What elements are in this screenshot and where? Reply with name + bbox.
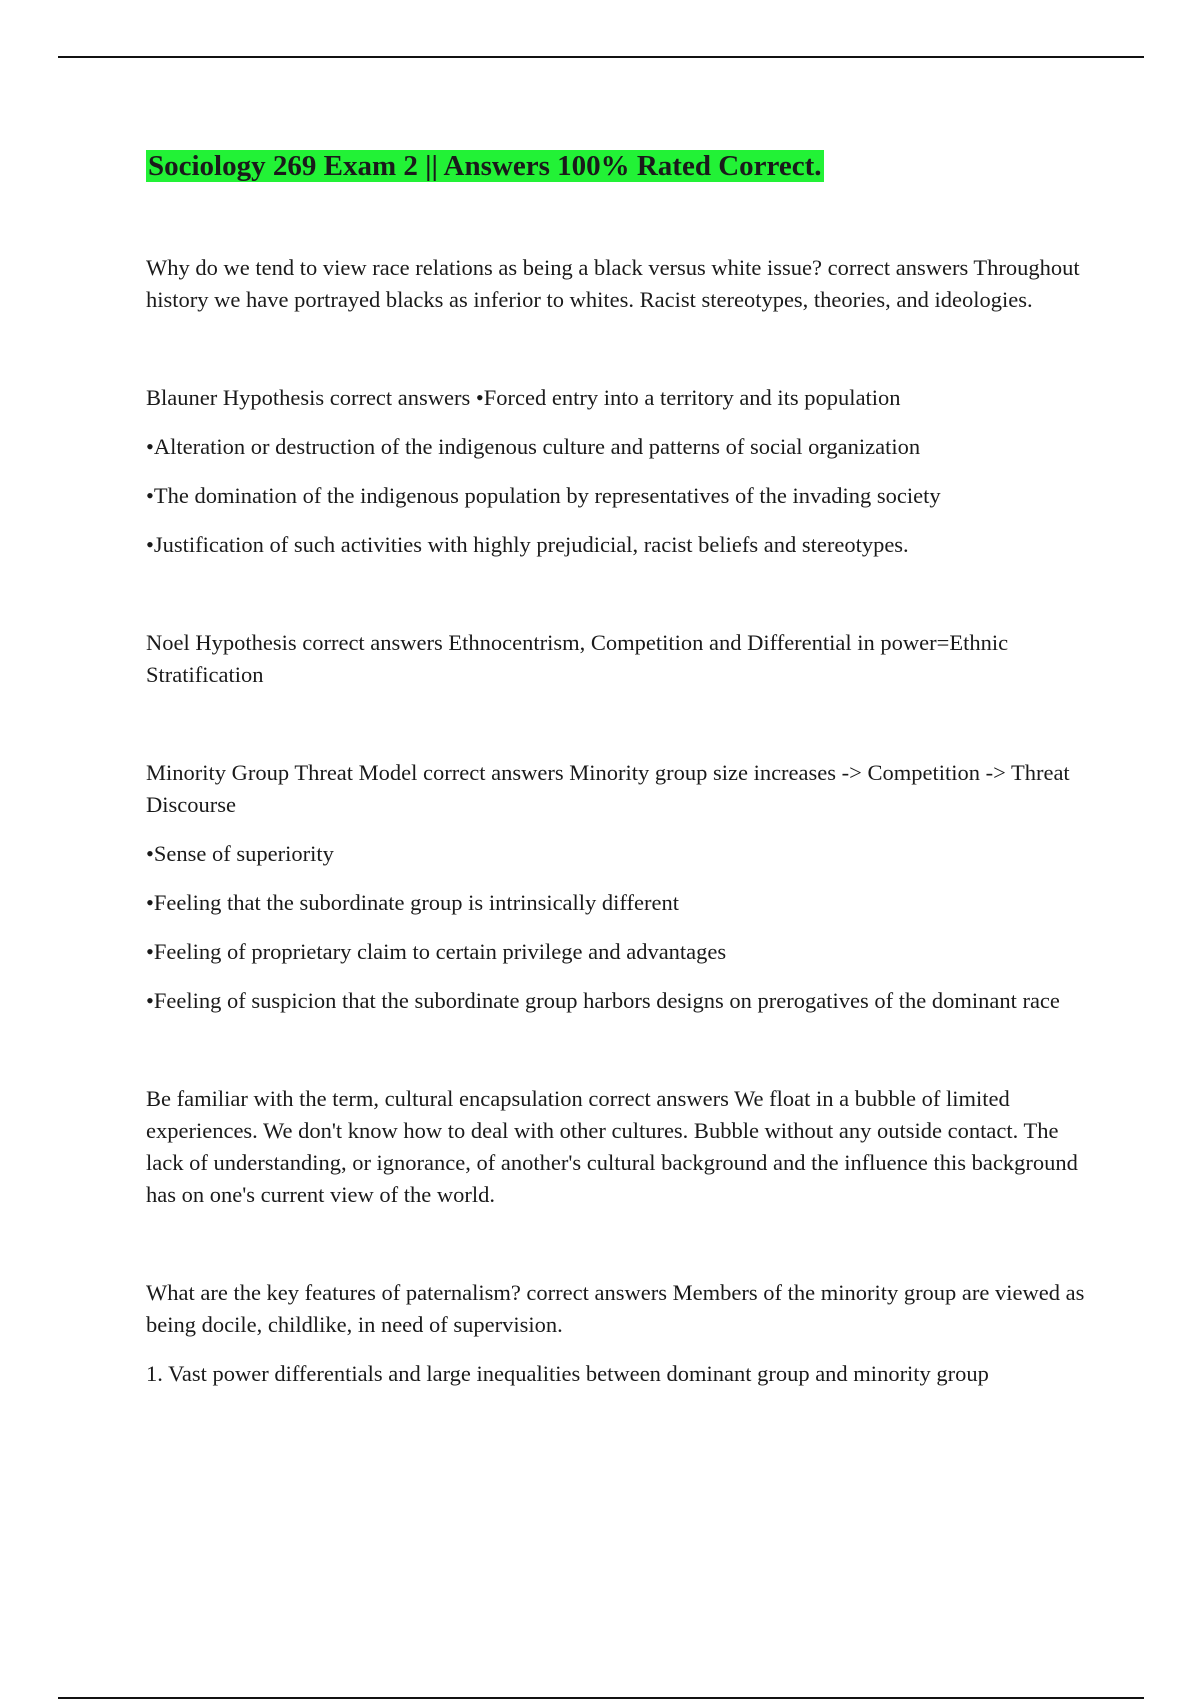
- bullet-item: •Feeling of proprietary claim to certain privilege and advantages: [146, 939, 727, 964]
- document-body: [146, 146, 1096, 1456]
- bottom-rule: [58, 1697, 1144, 1699]
- qa-minority-group-threat: [146, 757, 1096, 1017]
- bullet-item: •Alteration or destruction of the indigenous culture and patterns of social organization: [146, 434, 921, 459]
- paragraph: Minority Group Threat Model correct answers Minority group size increases -> Competition -> Threat Discourse: [146, 760, 1070, 817]
- bullet-item: •Feeling of suspicion that the subordinate group harbors designs on prerogatives of the dominant race: [146, 988, 1060, 1013]
- qa-cultural-encapsulation: [146, 1083, 1096, 1211]
- title-wrap: [146, 146, 1096, 186]
- paragraph: Blauner Hypothesis correct answers •Forced entry into a territory and its population: [146, 385, 901, 410]
- top-rule: [58, 56, 1144, 58]
- paragraph: Noel Hypothesis correct answers Ethnocentrism, Competition and Differential in power=Ethnic Stratification: [146, 630, 1009, 687]
- paragraph: Why do we tend to view race relations as being a black versus white issue? correct answers Throughout history we have portrayed blacks as inferior to whites. Racist stereotypes, theories, and ideologies.: [146, 255, 1080, 312]
- paragraph: What are the key features of paternalism? correct answers Members of the minority group are viewed as being docile, childlike, in need of supervision.: [146, 1280, 1085, 1337]
- qa-race-relations: [146, 252, 1096, 316]
- bullet-item: •Sense of superiority: [146, 841, 334, 866]
- bullet-item: •Justification of such activities with highly prejudicial, racist beliefs and stereotypes.: [146, 532, 909, 557]
- qa-paternalism: [146, 1277, 1096, 1390]
- bullet-item: •The domination of the indigenous population by representatives of the invading society: [146, 483, 941, 508]
- paragraph: Be familiar with the term, cultural encapsulation correct answers We float in a bubble of limited experiences. We don't know how to deal with other cultures. Bubble without any outside contact. The lack of understanding, or ignorance, of another's cultural background and the influence this background has on one's current view of the world.: [146, 1086, 1078, 1207]
- qa-blauner-hypothesis: [146, 382, 1096, 561]
- qa-noel-hypothesis: [146, 627, 1096, 691]
- document-title: Sociology 269 Exam 2 || Answers 100% Rated Correct.: [148, 150, 822, 182]
- bullet-item: •Feeling that the subordinate group is intrinsically different: [146, 890, 679, 915]
- numbered-item: 1. Vast power differentials and large inequalities between dominant group and minority group: [146, 1361, 989, 1386]
